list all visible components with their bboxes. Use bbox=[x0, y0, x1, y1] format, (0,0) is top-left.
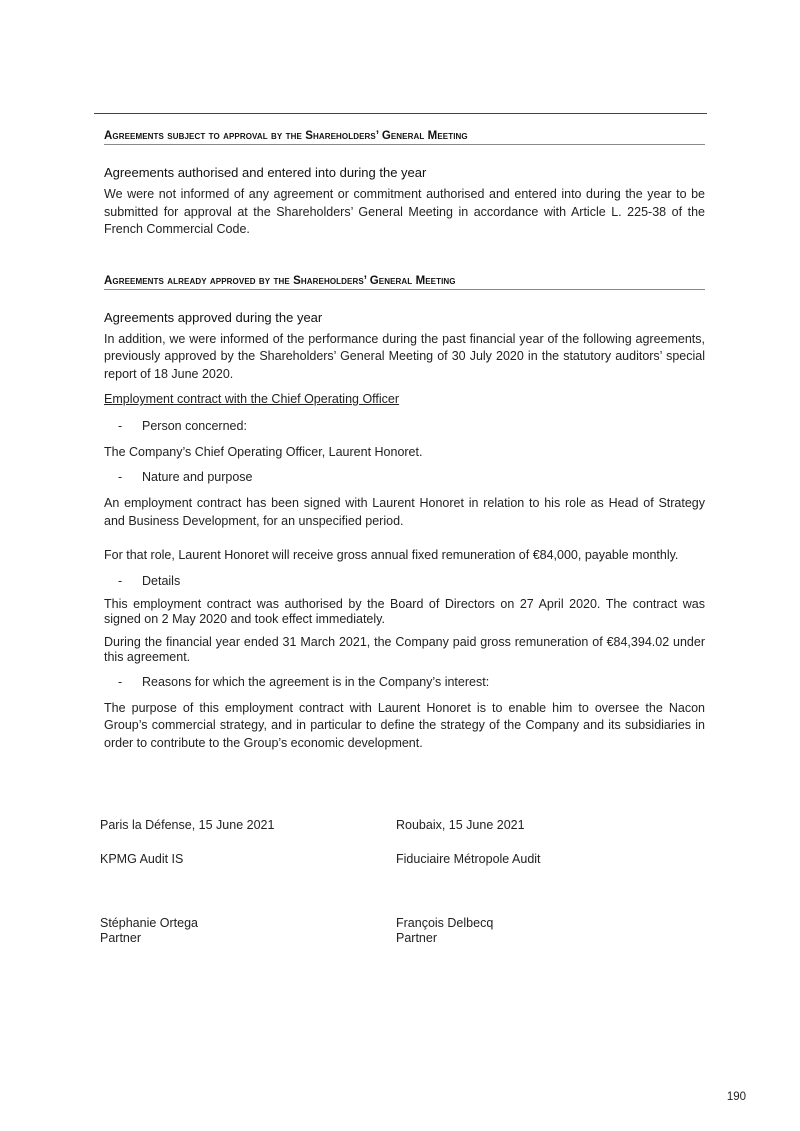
bullet-dash: - bbox=[118, 674, 123, 689]
section-heading-subject-to-approval: Agreements subject to approval by the Shareholders’ General Meeting bbox=[104, 130, 705, 145]
paragraph-details-authorised: This employment contract was authorised by the Board of Directors on 27 April 2020. The contract was signed on 2 May 2020 and took effect immediately. bbox=[104, 596, 705, 626]
signature-right-title: Partner bbox=[396, 931, 437, 945]
bullet-nature-purpose bbox=[104, 469, 705, 486]
bullet-details bbox=[104, 573, 705, 590]
paragraph-no-agreements: We were not informed of any agreement or commitment authorised and entered into during the year to be submitted for approval at the Shareholders’ General Meeting in accordance with Article L. 225-38 of the French Commercial Code. bbox=[104, 187, 705, 236]
paragraph-reasons: The purpose of this employment contract with Laurent Honoret is to enable him to oversee the Nacon Group’s commercial strategy, and in particular to define the strategy of the Company and its subsidiaries in order to contribute to the Group’s economic development. bbox=[104, 700, 705, 750]
bullet-person-concerned bbox=[104, 418, 705, 435]
paragraph-details-paid: During the financial year ended 31 March 2021, the Company paid gross remuneration of €84,394.02 under this agreement. bbox=[104, 634, 705, 664]
signature-left-name: Stéphanie Ortega bbox=[100, 916, 198, 930]
contract-title: Employment contract with the Chief Operating Officer bbox=[104, 392, 400, 406]
bullet-label: Nature and purpose bbox=[142, 470, 253, 484]
document-body bbox=[104, 130, 705, 752]
paragraph-nature: An employment contract has been signed with Laurent Honoret in relation to his role as Head of Strategy and Business Development, for an unspecified period. bbox=[104, 496, 705, 528]
signature-left-firm: KPMG Audit IS bbox=[100, 852, 184, 866]
bullet-label: Person concerned: bbox=[142, 418, 247, 433]
bullet-label: Reasons for which the agreement is in the Company’s interest: bbox=[142, 674, 490, 689]
subheading-approved-during-year: Agreements approved during the year bbox=[104, 309, 323, 325]
bullet-dash: - bbox=[118, 573, 123, 588]
bullet-label: Details bbox=[142, 573, 181, 588]
paragraph-person: The Company’s Chief Operating Officer, Laurent Honoret. bbox=[104, 444, 423, 459]
signature-right-firm: Fiduciaire Métropole Audit bbox=[396, 852, 541, 866]
section-heading-already-approved: Agreements already approved by the Shareholders’ General Meeting bbox=[104, 275, 705, 290]
bullet-dash: - bbox=[118, 470, 123, 484]
top-rule bbox=[94, 113, 707, 114]
signature-right-name: François Delbecq bbox=[396, 916, 494, 930]
bullet-dash: - bbox=[118, 418, 123, 433]
signature-right-place-date: Roubaix, 15 June 2021 bbox=[396, 818, 525, 832]
paragraph-remuneration: For that role, Laurent Honoret will receive gross annual fixed remuneration of €84,000, payable monthly. bbox=[104, 548, 679, 562]
page-number: 190 bbox=[726, 1091, 746, 1103]
signature-left-title: Partner bbox=[100, 931, 141, 945]
subheading-authorised-during-year: Agreements authorised and entered into during the year bbox=[104, 165, 427, 180]
bullet-reasons bbox=[104, 674, 705, 691]
signature-left-place-date: Paris la Défense, 15 June 2021 bbox=[100, 818, 275, 832]
paragraph-intro: In addition, we were informed of the performance during the past financial year of the following agreements, previously approved by the Shareholders’ General Meeting of 30 July 2020 in the statutory auditors’ special report of 18 June 2020. bbox=[104, 331, 705, 381]
